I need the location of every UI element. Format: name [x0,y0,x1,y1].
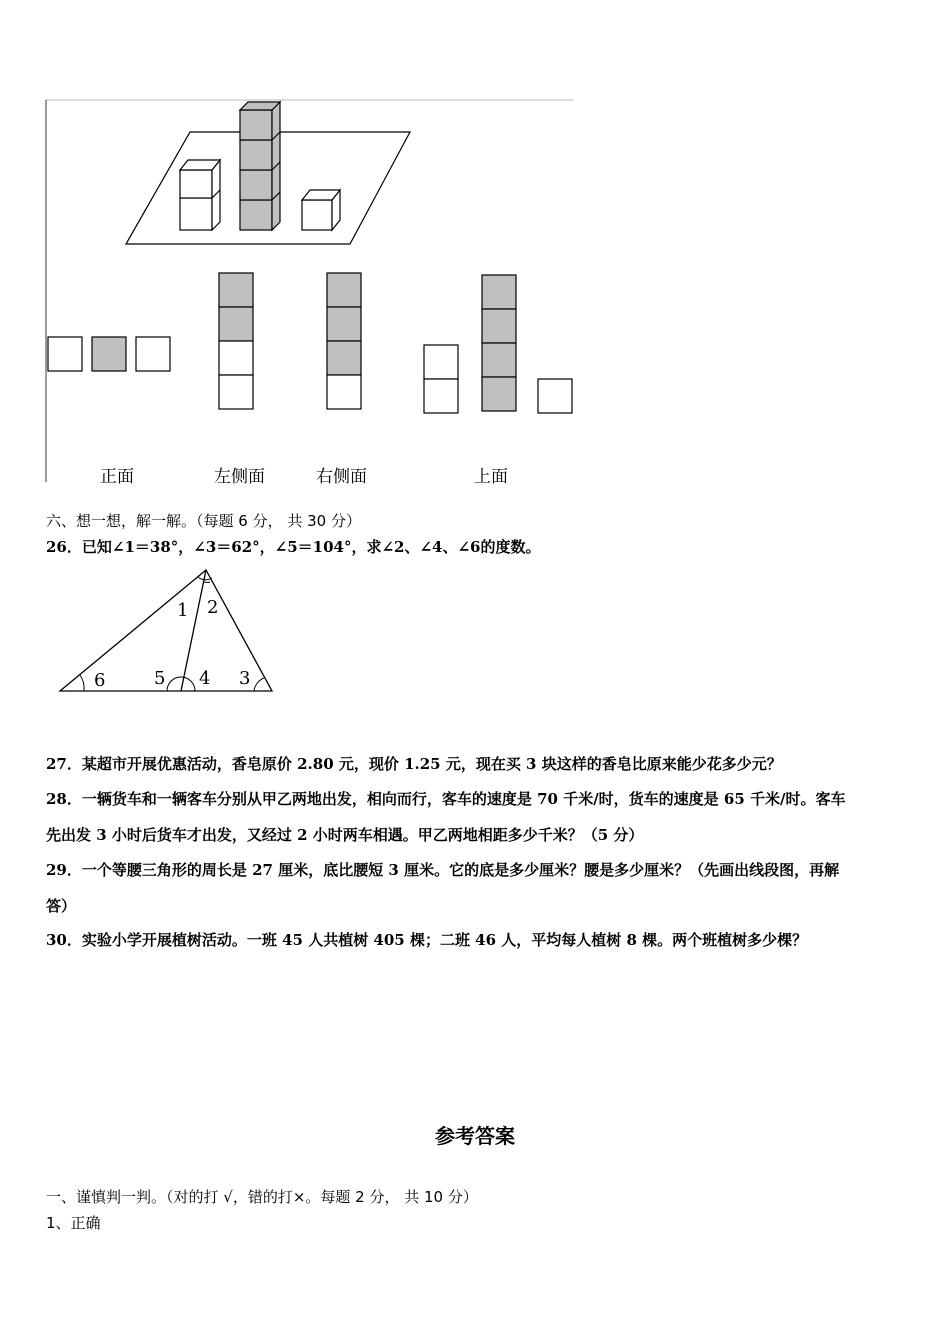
right-view-label: 右侧面 [316,467,367,487]
answer-item-1: 1、正确 [46,1214,101,1232]
angle-6-label: 6 [94,670,106,691]
front-view [48,337,170,371]
question-26: 26．已知∠1＝38°，∠3＝62°，∠5＝104°，求∠2、∠4、∠6的度数。 [46,538,541,556]
angle-2-label: 2 [207,597,219,618]
section-6-heading: 六、想一想，解一解。（每题 6 分， 共 30 分） [46,512,361,530]
triangle-figure [54,564,278,698]
question-29-line2: 答） [46,897,77,915]
cube-views-figure [44,98,576,484]
front-view-label: 正面 [100,467,134,487]
left-side-view [219,273,253,409]
question-27: 27．某超市开展优惠活动，香皂原价 2.80 元，现价 1.25 元，现在买 3 块这样的香皂比原来能少花多少元？ [46,755,782,773]
angle-1-label: 1 [177,600,189,621]
angle-5-label: 5 [154,668,166,689]
question-28-line1: 28．一辆货车和一辆客车分别从甲乙两地出发，相向而行，客车的速度是 70 千米/时，货车的速度是 65 千米/时。客车 [46,790,846,808]
left-cube-stack [180,160,220,230]
angle-3-label: 3 [239,668,251,689]
answers-title: 参考答案 [435,1124,515,1148]
top-view-label: 上面 [474,467,508,487]
single-cube [302,190,340,230]
top-view [424,275,572,413]
tall-cube-stack [240,102,280,230]
left-view-label: 左侧面 [214,467,265,487]
question-29-line1: 29．一个等腰三角形的周长是 27 厘米，底比腰短 3 厘米。它的底是多少厘米？腰是多少厘米？（先画出线段图，再解 [46,861,840,879]
question-28-line2: 先出发 3 小时后货车才出发，又经过 2 小时两车相遇。甲乙两地相距多少千米？（5 分） [46,826,644,844]
question-30: 30．实验小学开展植树活动。一班 45 人共植树 405 棵；二班 46 人，平均每人植树 8 棵。两个班植树多少棵？ [46,931,808,949]
angle-4-label: 4 [199,668,211,689]
answers-section-1-heading: 一、谨慎判一判。（对的打 √，错的打×。每题 2 分， 共 10 分） [46,1188,478,1206]
right-side-view [327,273,361,409]
